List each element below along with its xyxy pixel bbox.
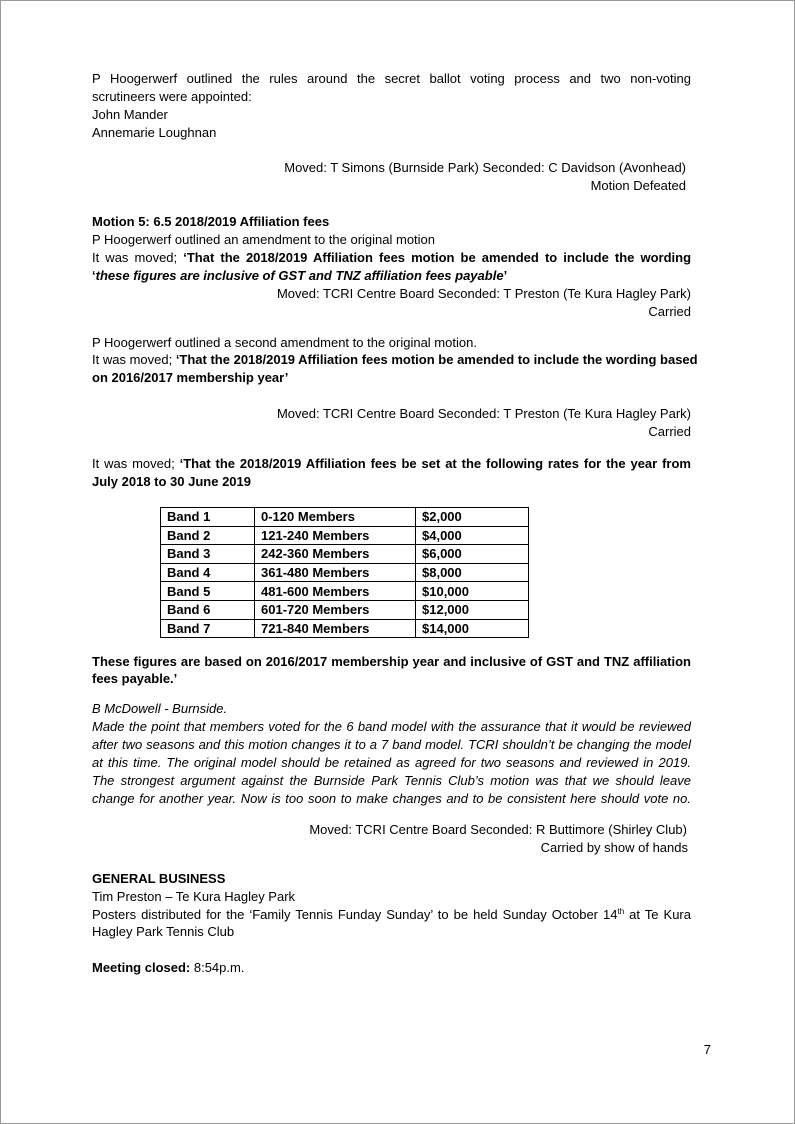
band-cell: Band 6 — [161, 600, 255, 619]
fee-cell: $12,000 — [416, 600, 529, 619]
quoted-wording: these figures are inclusive of GST and TNZ affiliation fees payable — [95, 268, 504, 283]
moved-seconded-line: Moved: T Simons (Burnside Park) Seconded: C Davidson (Avonhead) — [284, 160, 686, 175]
speaker-name: B McDowell - Burnside. — [92, 701, 228, 716]
band-cell: Band 4 — [161, 563, 255, 582]
band-cell: Band 5 — [161, 582, 255, 601]
fee-cell: $8,000 — [416, 563, 529, 582]
members-cell: 242-360 Members — [255, 545, 416, 564]
general-business-heading: GENERAL BUSINESS — [92, 871, 226, 886]
fee-cell: $2,000 — [416, 508, 529, 527]
scrutineer-name-2: Annemarie Loughnan — [92, 125, 217, 140]
posters-line-2: Hagley Park Tennis Club — [92, 924, 235, 939]
speaker-remarks-line-2: after two seasons and this motion changes it to a 7 band model. TCRI shouldn’t be changing the model — [92, 737, 691, 752]
fee-cell: $6,000 — [416, 545, 529, 564]
band-cell: Band 3 — [161, 545, 255, 564]
ordinal-suffix: th — [617, 907, 625, 916]
moved-statement-line-2: July 2018 to 30 June 2019 — [92, 474, 251, 489]
meeting-closed — [92, 959, 691, 977]
motion-result: Motion Defeated — [590, 178, 686, 193]
motion-result: Carried — [648, 424, 691, 439]
moved-prefix: It was moved; — [92, 250, 184, 265]
motion-result: Carried — [648, 304, 691, 319]
posters-text: Posters distributed for the ‘Family Tennis Funday Sunday’ to be held Sunday October 14 — [92, 907, 618, 922]
second-amendment-intro: P Hoogerwerf outlined a second amendment to the original motion. — [92, 335, 477, 350]
affiliation-fees-table — [160, 507, 529, 638]
table-row — [161, 508, 529, 527]
band-cell: Band 1 — [161, 508, 255, 527]
members-cell: 361-480 Members — [255, 563, 416, 582]
meeting-closed-time: 8:54p.m. — [190, 960, 245, 975]
moved-motion-text: ‘That the 2018/2019 Affiliation fees motion be amended to include the wording based — [175, 352, 698, 367]
posters-text-end: at Te Kura — [624, 907, 691, 922]
speaker-remarks-line-1: Made the point that members voted for the 6 band model with the assurance that it would be reviewed — [92, 719, 691, 734]
members-cell: 0-120 Members — [255, 508, 416, 527]
table-row — [161, 582, 529, 601]
moved-seconded-line: Moved: TCRI Centre Board Seconded: T Preston (Te Kura Hagley Park) — [276, 286, 691, 301]
moved-motion-text: ‘That the 2018/2019 Affiliation fees motion be amended to include the wording — [183, 250, 692, 265]
fee-cell: $14,000 — [416, 619, 529, 638]
band-cell: Band 2 — [161, 526, 255, 545]
table-row — [161, 563, 529, 582]
close-quote: ’ — [503, 268, 508, 283]
table-row — [161, 545, 529, 564]
moved-seconded-line: Moved: TCRI Centre Board Seconded: R Buttimore (Shirley Club) — [309, 822, 687, 837]
table-row — [161, 619, 529, 638]
speaker-remarks-line-3: at this time. The original model should be retained as agreed for two seasons and reviewed in 2019. — [92, 755, 691, 770]
meeting-closed-label: Meeting closed: — [92, 960, 191, 975]
fees-note-line-1: These figures are based on 2016/2017 membership year and inclusive of GST and TNZ affiliation — [92, 654, 691, 669]
table-row — [161, 600, 529, 619]
moved-statement-line-1 — [92, 455, 691, 473]
moved-statement-line-2: on 2016/2017 membership year’ — [92, 370, 289, 385]
band-cell: Band 7 — [161, 619, 255, 638]
ballot-paragraph-line-1: P Hoogerwerf outlined the rules around the secret ballot voting process and two non-voting — [92, 71, 691, 86]
fee-cell: $4,000 — [416, 526, 529, 545]
business-speaker: Tim Preston – Te Kura Hagley Park — [92, 889, 296, 904]
members-cell: 121-240 Members — [255, 526, 416, 545]
members-cell: 721-840 Members — [255, 619, 416, 638]
page-number: 7 — [703, 1042, 711, 1057]
speaker-remarks-line-4: The strongest argument against the Burnside Park Tennis Club’s motion was that we should leave — [92, 773, 691, 788]
motion-heading: Motion 5: 6.5 2018/2019 Affiliation fees — [92, 214, 330, 229]
moved-statement-line-1 — [92, 249, 691, 267]
posters-line-1 — [92, 906, 691, 924]
ballot-paragraph-line-2: scrutineers were appointed: — [92, 89, 252, 104]
members-cell: 481-600 Members — [255, 582, 416, 601]
members-cell: 601-720 Members — [255, 600, 416, 619]
moved-statement-line-2 — [92, 267, 691, 285]
speaker-remarks-line-5: change for another year. Now is too soon to make changes and to be consistent here should vote no. — [92, 791, 691, 806]
fee-cell: $10,000 — [416, 582, 529, 601]
moved-statement-line-1 — [92, 351, 698, 369]
moved-prefix: It was moved; — [92, 352, 176, 367]
table-row — [161, 526, 529, 545]
open-quote: ‘ — [92, 268, 96, 283]
scrutineer-name-1: John Mander — [92, 107, 168, 122]
moved-motion-text: ‘That the 2018/2019 Affiliation fees be set at the following rates for the year from — [179, 456, 691, 471]
moved-seconded-line: Moved: TCRI Centre Board Seconded: T Preston (Te Kura Hagley Park) — [276, 406, 691, 421]
fees-note-line-2: fees payable.’ — [92, 671, 178, 686]
motion-result: Carried by show of hands — [540, 840, 688, 855]
moved-prefix: It was moved; — [92, 456, 180, 471]
amendment-intro: P Hoogerwerf outlined an amendment to the original motion — [92, 232, 436, 247]
